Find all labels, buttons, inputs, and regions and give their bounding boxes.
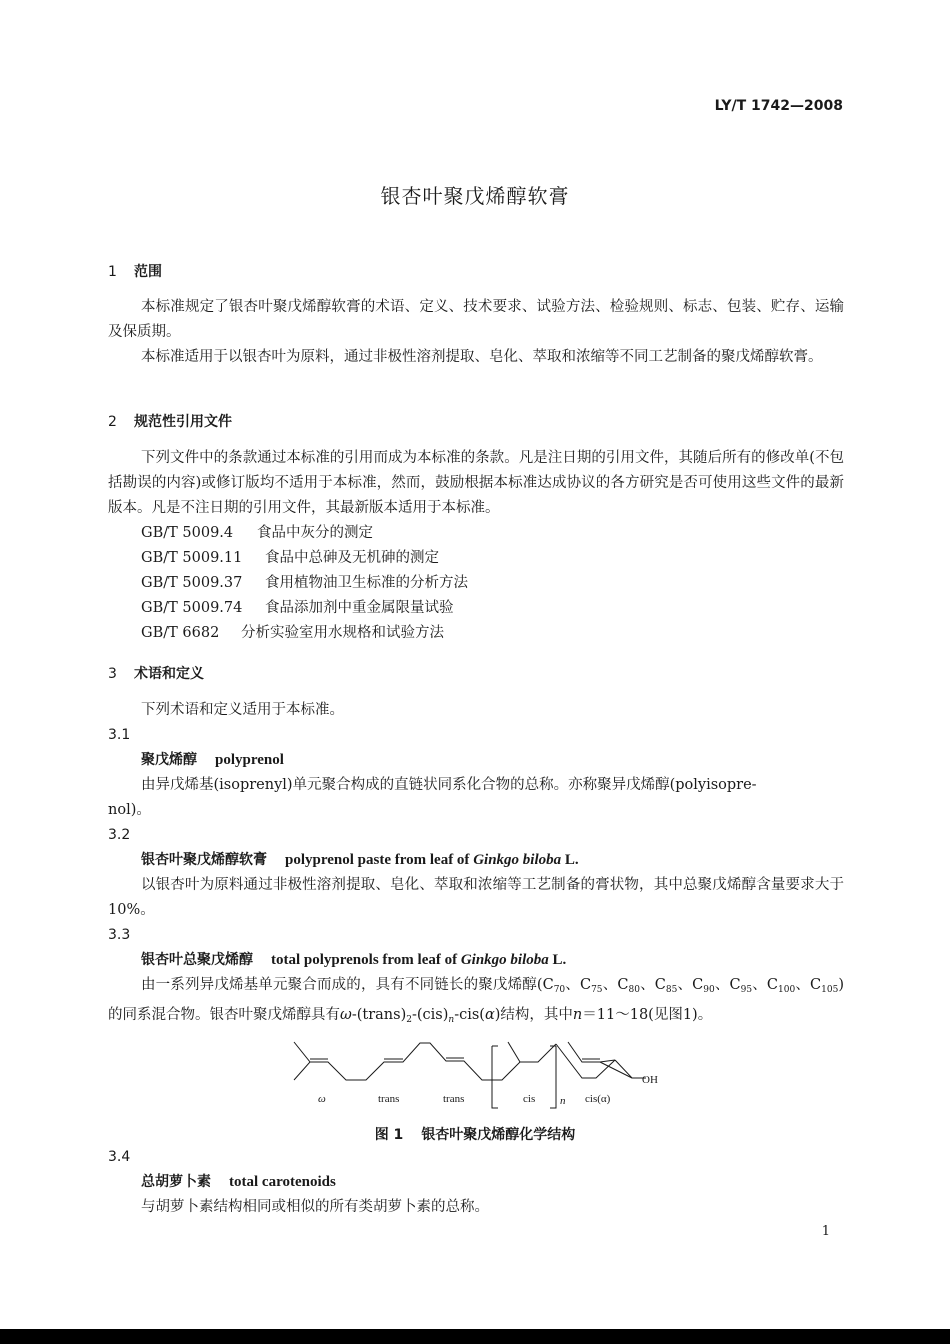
term-en-text: total polyprenols from leaf of [271,952,461,968]
compound: $C_{85}$ [654,977,678,995]
label-n: n [560,1095,566,1107]
formula-part: -cis( [454,1007,485,1023]
term-en: polyprenol [215,752,284,768]
reference-code: GB/T 6682 [141,625,220,641]
term-zh: 银杏叶聚戊烯醇软膏 [141,852,267,868]
term-en [271,952,566,968]
reference-title: 食品添加剂中重金属限量试验 [265,600,454,616]
clause-3-4-number: 3.4 [108,1149,131,1165]
section-number: 1 [108,264,117,280]
label-trans-1: trans [378,1093,400,1105]
compound: $C_{75}$ [579,977,603,995]
term-en-suffix: L. [548,952,567,968]
reference-item [108,596,844,621]
term-en: total carotenoids [229,1174,336,1190]
term-3-2-definition: 以银杏叶为原料通过非极性溶剂提取、皂化、萃取和浓缩等工艺制备的膏状物，其中总聚戊烯醇含量要求大于10%。 [108,877,844,918]
label-cis-alpha: cis(α) [585,1093,611,1105]
reference-code: GB/T 5009.4 [141,525,234,541]
terms-intro: 下列术语和定义适用于本标准。 [141,702,344,718]
carbon-count: 75 [591,985,603,995]
term-en-suffix: L. [561,852,579,868]
reference-item [108,521,844,546]
reference-code: GB/T 5009.11 [141,550,243,566]
carbon-count: 85 [665,985,678,995]
section-number: 3 [108,666,117,682]
compound: $C_{70}$ [542,977,566,995]
definition-text: 由一系列异戊烯基单元聚合而成的，具有不同链长的聚戊烯醇( [141,977,543,993]
compound-list: $C_{70}$、$C_{75}$、$C_{80}$、$C_{85}$、$C_{90}$、$C_{95}$、$C_{100}$、$C_{105}$ [542,977,839,995]
definition-text: ＝11～18(见图1)。 [582,1007,713,1023]
references-paragraph: 下列文件中的条款通过本标准的引用而成为本标准的条款。凡是注日期的引用文件，其随后所有的修改单(不包括勘误的内容)或修订版均不适用于本标准，然而，鼓励根据本标准达成协议的各方研究是否可使用这些文件的最新版本。凡是不注日期的引用文件，其最新版本适用于本标准。 [108,450,844,516]
section-2-heading [108,411,844,431]
section-title: 术语和定义 [134,666,204,682]
reference-code: GB/T 5009.74 [141,600,243,616]
section-number: 2 [108,414,117,430]
carbon-count: 90 [703,985,715,995]
term-en-species: Ginkgo biloba [473,852,562,868]
term-zh: 总胡萝卜素 [141,1174,211,1190]
formula-part: -(cis) [411,1007,449,1023]
figure-title: 银杏叶聚戊烯醇化学结构 [421,1127,576,1143]
reference-title: 食用植物油卫生标准的分析方法 [265,575,468,591]
page-number: 1 [821,1224,830,1239]
term-3-1-definition-cont: nol)。 [108,802,151,818]
carbon-count: 70 [553,985,566,995]
term-zh: 银杏叶总聚戊烯醇 [141,952,253,968]
reference-title: 食品中总砷及无机砷的测定 [265,550,439,566]
reference-item [108,546,844,571]
term-polyprenol [108,748,877,773]
compound: $C_{95}$ [729,977,753,995]
compound: $C_{80}$ [617,977,640,995]
compound: $C_{105}$ [810,977,839,995]
term-en-text: polyprenol paste from leaf of [285,852,474,868]
scope-paragraph-1: 本标准规定了银杏叶聚戊烯醇软膏的术语、定义、技术要求、试验方法、检验规则、标志、包装、贮存、运输及保质期。 [108,299,844,340]
carbon-count: 100 [778,985,796,995]
reference-title: 食品中灰分的测定 [257,525,373,541]
clause-3-2-number: 3.2 [108,827,131,843]
carbon-count: 80 [628,985,640,995]
term-en-species: Ginkgo biloba [460,952,549,968]
term-total-polyprenols [108,948,877,973]
standard-code: LY/T 1742—2008 [714,98,843,114]
section-3-heading [108,663,844,683]
clause-3-3-number: 3.3 [108,927,131,943]
term-3-3-definition [108,973,844,1033]
definition-text: )的同系混合物。银杏叶聚戊烯醇具有 [108,977,845,1023]
term-total-carotenoids [108,1170,877,1195]
alpha-symbol: α [484,1007,495,1023]
reference-item [108,571,844,596]
label-cis: cis [523,1093,536,1105]
term-3-4-definition: 与胡萝卜素结构相同或相似的所有类胡萝卜素的总称。 [141,1199,489,1215]
term-zh: 聚戊烯醇 [141,752,197,768]
label-omega: ω [318,1093,326,1105]
polyprenol-structure-diagram [280,1032,680,1114]
carbon-count: 105 [821,985,839,995]
term-ginkgo-polyprenol-paste [108,848,877,873]
reference-item [108,621,844,646]
scope-paragraph-2: 本标准适用于以银杏叶为原料，通过非极性溶剂提取、皂化、萃取和浓缩等不同工艺制备的聚戊烯醇软膏。 [141,349,823,365]
reference-list [108,521,844,646]
term-en [285,852,579,868]
reference-title: 分析实验室用水规格和试验方法 [241,625,444,641]
reference-code: GB/T 5009.37 [141,575,243,591]
figure-caption [0,1124,950,1144]
term-3-1-definition: 由异戊烯基(isoprenyl)单元聚合构成的直链状同系化合物的总称。亦称聚异戊烯醇(polyisopre- [141,777,757,793]
clause-3-1-number: 3.1 [108,727,131,743]
document-title: 银杏叶聚戊烯醇软膏 [380,184,570,208]
omega-symbol: ω [340,1007,352,1023]
definition-text: )结构，其中 [494,1007,573,1023]
compound: $C_{90}$ [692,977,715,995]
label-oh: OH [642,1074,658,1086]
section-1-heading [108,261,844,281]
section-title: 规范性引用文件 [134,414,232,430]
page-bottom-bar [0,1329,950,1344]
carbon-count: 95 [740,985,753,995]
section-title: 范围 [134,264,162,280]
figure-number: 图 1 [374,1127,404,1143]
n-variable: n [572,1007,583,1023]
formula-subscript: n [448,1015,455,1025]
compound: $C_{100}$ [766,977,796,995]
formula-subscript: 2 [406,1015,412,1025]
formula-part: -(trans) [351,1007,407,1023]
label-trans-2: trans [443,1093,465,1105]
